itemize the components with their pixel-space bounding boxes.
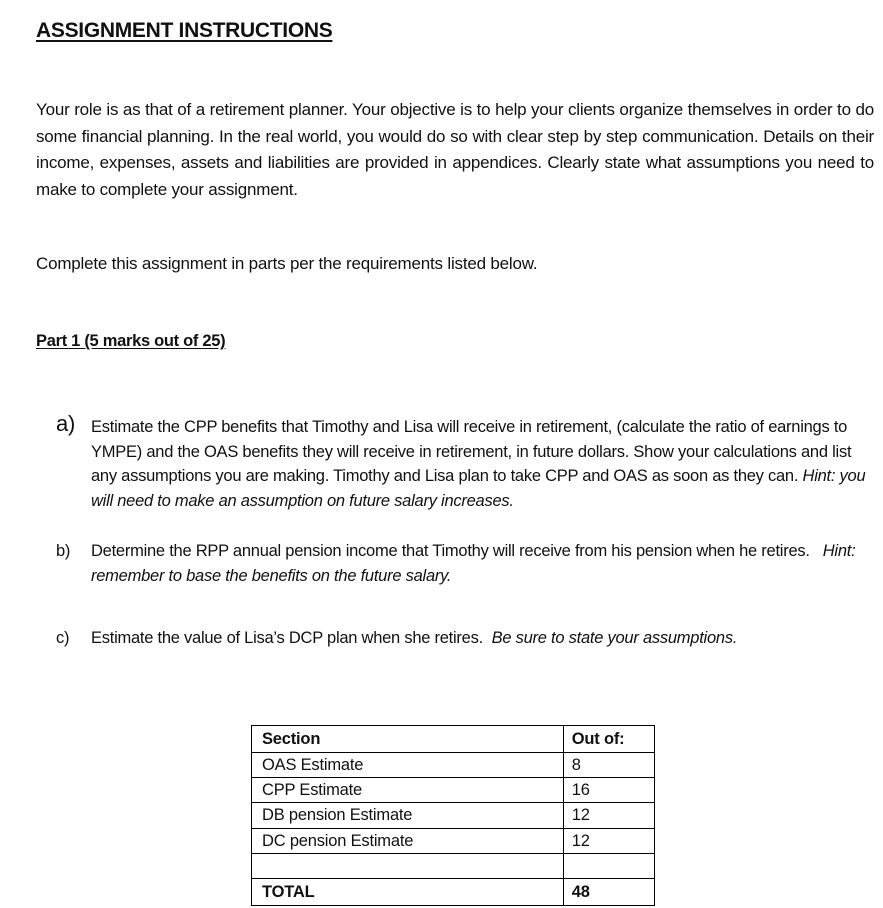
section-cell: DB pension Estimate [252, 803, 564, 828]
table-header-row [252, 726, 655, 753]
out-of-cell [563, 853, 654, 878]
table-row [252, 828, 655, 853]
list-item-text [91, 539, 876, 588]
item-a-text: Estimate the CPP benefits that Timothy and Lisa will receive in retirement, (calculate the ratio of earnings to YMPE) and the OAS benefits they will receive in retirement, in future dollars. Show your calculations and list any assumptions you are making. Timothy and Lisa plan to take CPP and OAS as soon as they can. [91, 418, 852, 486]
table-row [252, 778, 655, 803]
section-cell: CPP Estimate [252, 778, 564, 803]
list-marker: c) [56, 629, 70, 647]
total-label: TOTAL [252, 878, 564, 905]
item-c-hint: Be sure to state your assumptions. [491, 629, 738, 647]
intro-paragraph: Your role is as that of a retirement planner. Your objective is to help your clients organize themselves in order to do some financial planning. In the real world, you would do so with clear step by step communication. Details on their income, expenses, assets and liabilities are provided in appendices. Clearly state what assumptions you need to make to complete your assignment. [36, 100, 874, 199]
list-item-a [56, 411, 876, 513]
section-cell: OAS Estimate [252, 753, 564, 778]
out-of-cell: 16 [563, 778, 654, 803]
table-total-row [252, 878, 655, 905]
item-a-hint: Hint: you will need to make an assumption on future salary increases. [91, 467, 866, 510]
section-cell [252, 853, 564, 878]
list-item-text [91, 626, 876, 651]
item-c-text: Estimate the value of Lisa’s DCP plan when she retires. [91, 629, 492, 647]
list-marker: b) [56, 542, 71, 560]
list-item-text [91, 415, 876, 513]
out-of-cell: 12 [563, 828, 654, 853]
header-section: Section [252, 726, 564, 753]
list-item-b [56, 539, 876, 588]
list-item-c [56, 626, 876, 651]
table-row-empty [252, 853, 655, 878]
marks-table [251, 725, 655, 906]
list-marker: a) [56, 411, 76, 436]
part1-heading: Part 1 (5 marks out of 25) [36, 332, 226, 350]
item-b-hint: Hint: remember to base the benefits on the future salary. [91, 542, 856, 585]
section-cell: DC pension Estimate [252, 828, 564, 853]
header-out-of: Out of: [563, 726, 654, 753]
table-row [252, 803, 655, 828]
total-value: 48 [563, 878, 654, 905]
item-b-text: Determine the RPP annual pension income that Timothy will receive from his pension when he retires. [91, 542, 823, 560]
instruction-line: Complete this assignment in parts per the requirements listed below. [36, 254, 538, 273]
out-of-cell: 8 [563, 753, 654, 778]
out-of-cell: 12 [563, 803, 654, 828]
document-title: ASSIGNMENT INSTRUCTIONS [36, 19, 333, 42]
table-row [252, 753, 655, 778]
